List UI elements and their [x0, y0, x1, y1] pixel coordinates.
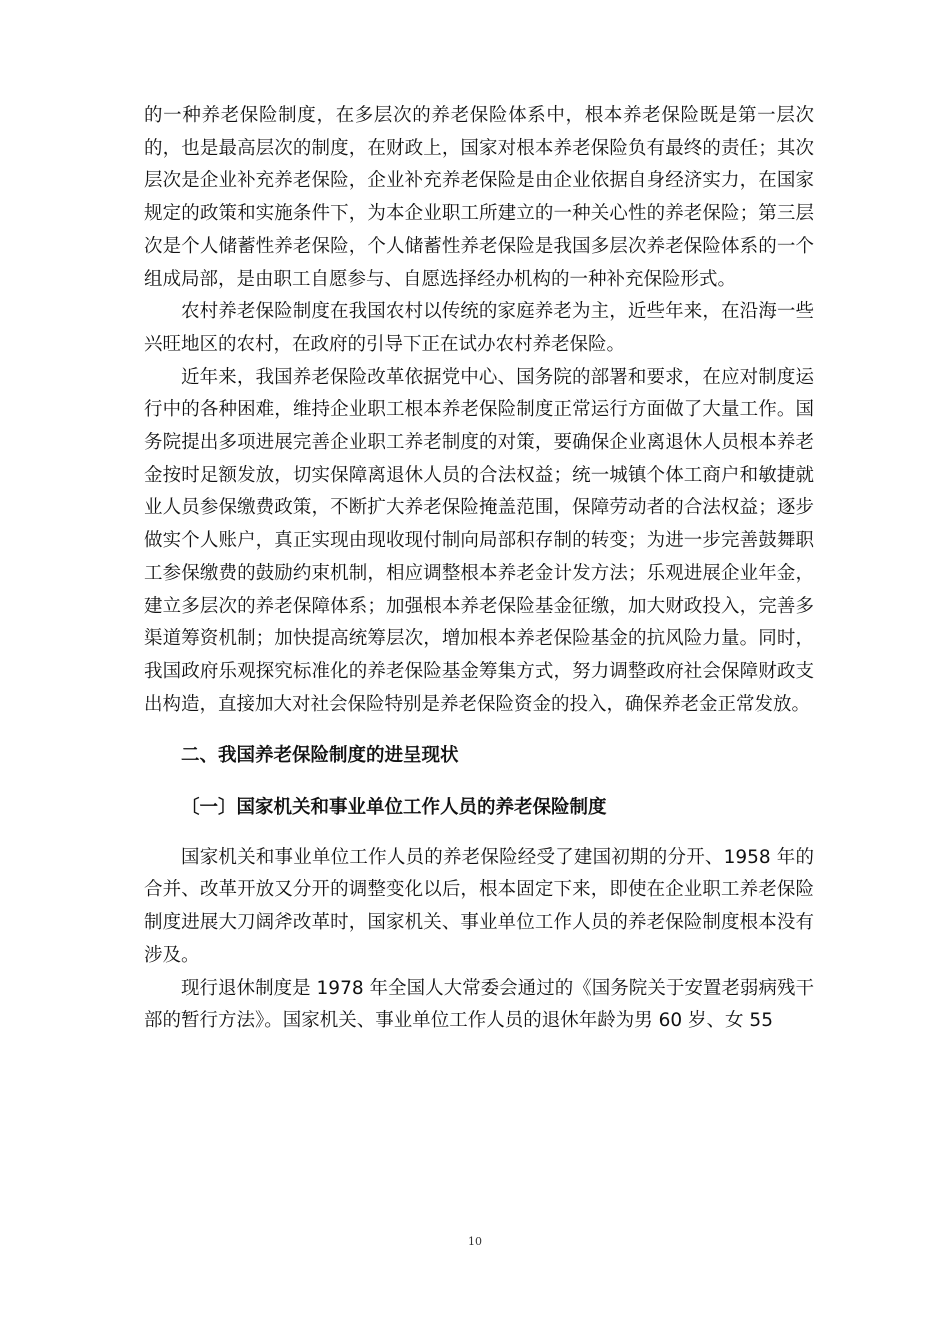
body-paragraph: 的一种养老保险制度，在多层次的养老保险体系中，根本养老保险既是第一层次的，也是最高层次的制度，在财政上，国家对根本养老保险负有最终的责任；其次层次是企业补充养老保险，企业补充养老保险是由企业依据自身经济实力，在国家规定的政策和实施条件下，为本企业职工所建立的一种关心性的养老保险；第三层次是个人储蓄性养老保险，个人储蓄性养老保险是我国多层次养老保险体系的一个组成局部，是由职工自愿参与、自愿选择经办机构的一种补充保险形式。: [144, 105, 814, 290]
spacer: [144, 773, 814, 792]
spacer: [144, 825, 814, 842]
page-number: 10: [468, 1235, 482, 1248]
section-heading: 二、我国养老保险制度的进呈现状: [181, 745, 459, 767]
body-paragraph: 农村养老保险制度在我国农村以传统的家庭养老为主，近些年来，在沿海一些兴旺地区的农村，在政府的引导下正在试办农村养老保险。: [144, 301, 814, 355]
body-paragraph: 近年来，我国养老保险改革依据党中心、国务院的部署和要求，在应对制度运行中的各种困难，维持企业职工根本养老保险制度正常运行方面做了大量工作。国务院提出多项进展完善企业职工养老制度的对策，要确保企业离退休人员根本养老金按时足额发放，切实保障离退休人员的合法权益；统一城镇个体工商户和敏捷就业人员参保缴费政策，不断扩大养老保险掩盖范围，保障劳动者的合法权益；逐步做实个人账户，真正实现由现收现付制向局部积存制的转变；为进一步完善鼓舞职工参保缴费的鼓励约束机制，相应调整根本养老金计发方法；乐观进展企业年金，建立多层次的养老保障体系；加强根本养老保险基金征缴，加大财政投入，完善多渠道筹资机制；加快提高统筹层次，增加根本养老保险基金的抗风险力量。同时，我国政府乐观探究标准化的养老保险基金筹集方式，努力调整政府社会保障财政支出构造，直接加大对社会保险特别是养老保险资金的投入，确保养老金正常发放。: [144, 366, 814, 715]
body-paragraph: 国家机关和事业单位工作人员的养老保险经受了建国初期的分开、1958 年的合并、改革开放又分开的调整变化以后，根本固定下来，即使在企业职工养老保险制度进展大刀阔斧改革时，国家机关、事业单位工作人员的养老保险制度根本没有涉及。: [144, 846, 814, 966]
body-paragraph: 现行退休制度是 1978 年全国人大常委会通过的《国务院关于安置老弱病残干部的暂行方法》。国家机关、事业单位工作人员的退休年龄为男 60 岁、女 55: [144, 977, 814, 1032]
spacer: [144, 721, 814, 740]
subsection-heading: 〔一〕国家机关和事业单位工作人员的养老保险制度: [181, 797, 607, 819]
document-body: [144, 100, 814, 1038]
